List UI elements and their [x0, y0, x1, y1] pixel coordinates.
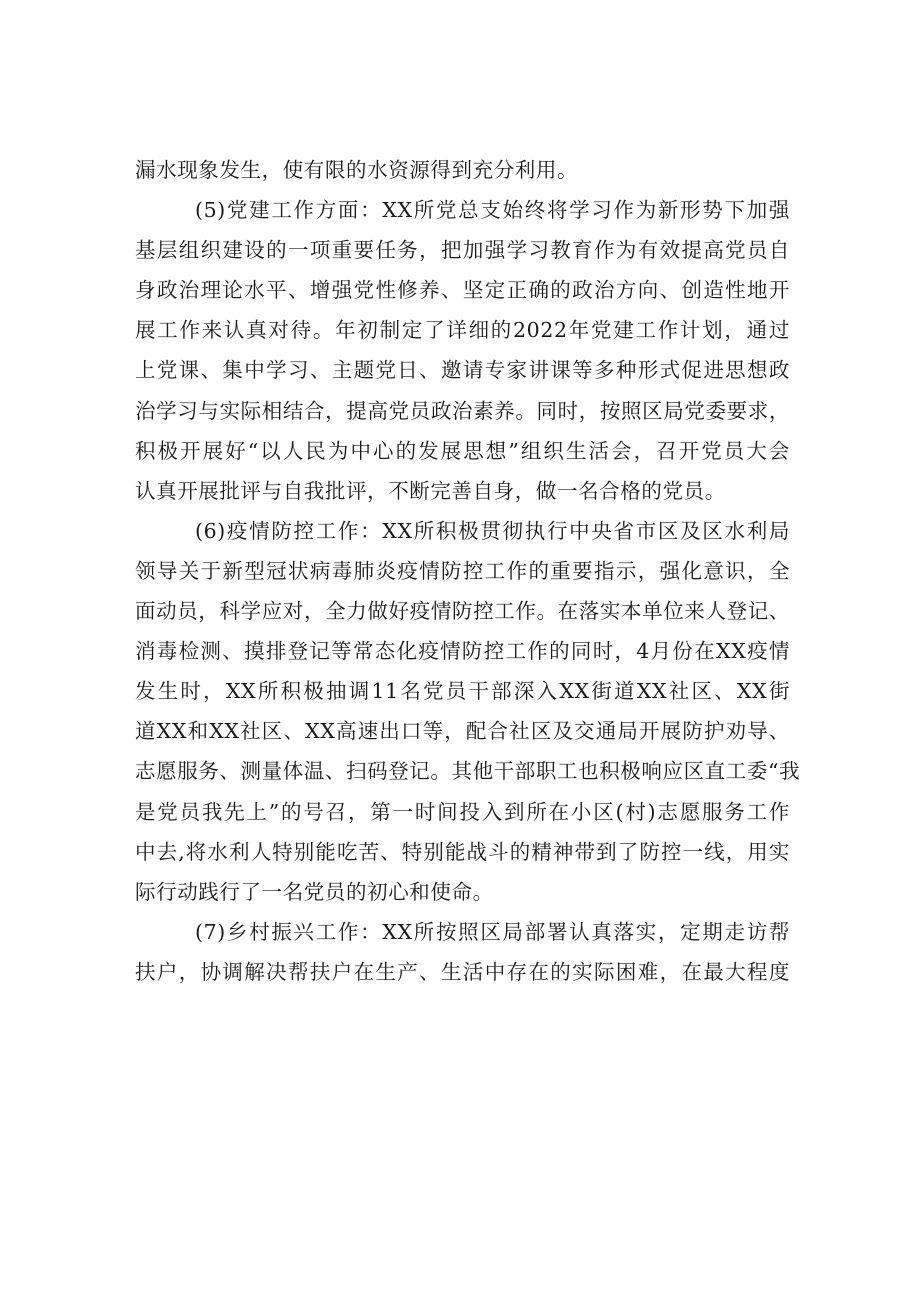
text-line: 道XX和XX社区、XX高速出口等，配合社区及交通局开展防护劝导、	[135, 719, 790, 744]
text-line: 积极开展好“以人民为中心的发展思想”组织生活会，召开党员大会	[135, 438, 790, 463]
paragraph-epidemic-control	[135, 511, 801, 912]
text-line: 消毒检测、摸排登记等常态化疫情防控工作的同时，4月份在XX疫情	[135, 639, 790, 664]
text-line: (7)乡村振兴工作：XX所按照区局部署认真落实，定期走访帮	[195, 919, 790, 944]
text-line: 面动员，科学应对，全力做好疫情防控工作。在落实本单位来人登记、	[135, 599, 790, 624]
text-line: 漏水现象发生，使有限的水资源得到充分利用。	[135, 158, 579, 182]
paragraph-party-building	[135, 190, 790, 511]
text-line: 上党课、集中学习、主题党日、邀请专家讲课等多种形式促进思想政	[135, 358, 790, 383]
text-line: 治学习与实际相结合，提高党员政治素养。同时，按照区局党委要求，	[135, 398, 790, 423]
text-line: (6)疫情防控工作：XX所积极贯彻执行中央省市区及区水利局	[195, 518, 790, 543]
text-line: 基层组织建设的一项重要任务，把加强学习教育作为有效提高党员自	[135, 238, 790, 263]
text-line: 扶户，协调解决帮扶户在生产、生活中存在的实际困难，在最大程度	[135, 959, 790, 984]
text-line: 展工作来认真对待。年初制定了详细的2022年党建工作计划，通过	[135, 318, 790, 343]
text-line: 认真开展批评与自我批评，不断完善自身，做一名合格的党员。	[135, 478, 726, 503]
text-line: 发生时，XX所积极抽调11名党员干部深入XX街道XX社区、XX街	[135, 679, 790, 704]
text-line: (5)党建工作方面：XX所党总支始终将学习作为新形势下加强	[195, 198, 790, 223]
body-text	[135, 150, 801, 992]
text-line: 中去,将水利人特别能吃苦、特别能战斗的精神带到了防控一线，用实	[135, 839, 790, 864]
text-line: 身政治理论水平、增强党性修养、坚定正确的政治方向、创造性地开	[135, 278, 790, 303]
text-line: 是党员我先上”的号召，第一时间投入到所在小区(村)志愿服务工作	[135, 799, 790, 824]
text-line: 际行动践行了一名党员的初心和使命。	[135, 879, 494, 904]
paragraph-rural-revitalization	[135, 912, 790, 992]
text-line: 志愿服务、测量体温、扫码登记。其他干部职工也积极响应区直工委“我	[135, 759, 801, 784]
text-line: 领导关于新型冠状病毒肺炎疫情防控工作的重要指示，强化意识，全	[135, 558, 790, 583]
paragraph-continuation	[135, 150, 790, 190]
